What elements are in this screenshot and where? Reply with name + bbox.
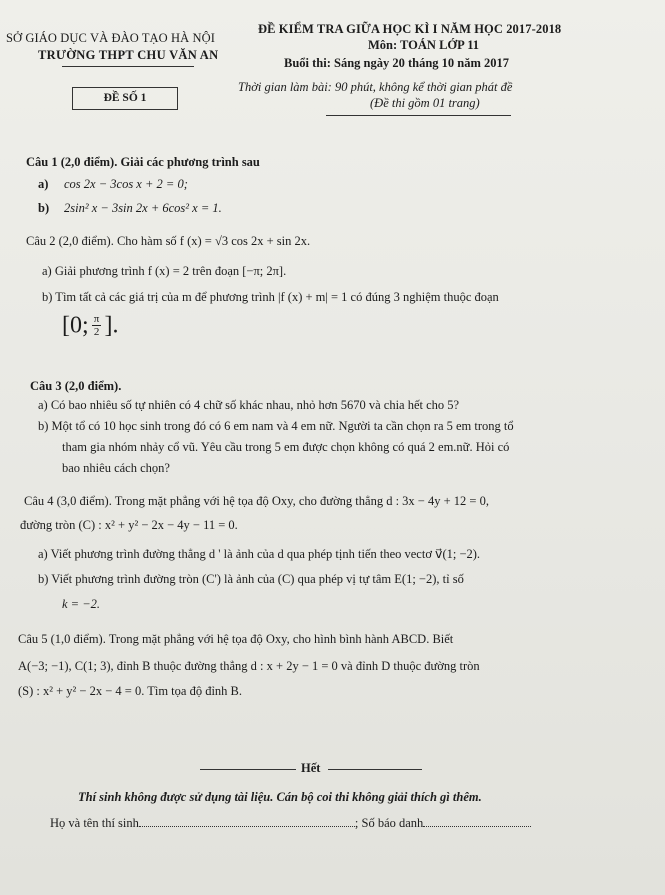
q4-line1: Câu 4 (3,0 điểm). Trong mặt phẳng với hệ tọa độ Oxy, cho đường thẳng d : 3x − 4y + 12 = 0, bbox=[24, 494, 489, 508]
school-name: TRƯỜNG THPT CHU VĂN AN bbox=[38, 48, 219, 62]
candidate-name-label: Họ và tên thí sinh bbox=[50, 816, 139, 830]
exam-code-box: ĐỀ SỐ 1 bbox=[72, 87, 178, 110]
q2-interval-right: ]. bbox=[104, 312, 119, 339]
exam-duration: Thời gian làm bài: 90 phút, không kể thời gian phát đề bbox=[238, 80, 513, 94]
q2-interval-left: [0; bbox=[62, 312, 89, 339]
q1-b-text: 2sin² x − 3sin 2x + 6cos² x = 1. bbox=[64, 201, 222, 215]
q2-interval-fraction bbox=[92, 313, 102, 338]
q5-line2: A(−3; −1), C(1; 3), đỉnh B thuộc đường thẳng d : x + 2y − 1 = 0 và đỉnh D thuộc đường tròn bbox=[18, 659, 480, 673]
q2-title: Câu 2 (2,0 điểm). Cho hàm số f (x) = √3 cos 2x + sin 2x. bbox=[26, 234, 311, 248]
q5-line3: (S) : x² + y² − 2x − 4 = 0. Tìm tọa độ đỉnh B. bbox=[18, 684, 243, 698]
footer-candidate-line bbox=[50, 816, 531, 831]
q5-line1: Câu 5 (1,0 điểm). Trong mặt phẳng với hệ tọa độ Oxy, cho hình bình hành ABCD. Biết bbox=[18, 632, 454, 646]
exam-pages: (Đề thi gồm 01 trang) bbox=[370, 96, 480, 110]
q1-a-text: cos 2x − 3cos x + 2 = 0; bbox=[64, 177, 188, 191]
header-left-rule bbox=[62, 66, 194, 67]
q2-frac-numerator: π bbox=[93, 313, 100, 325]
q3-b-line1: b) Một tổ có 10 học sinh trong đó có 6 em nam và 4 em nữ. Người ta cần chọn ra 5 em trong tổ bbox=[38, 419, 514, 433]
q3-b-line2: tham gia nhóm nhảy cổ vũ. Yêu cầu trong 5 em được chọn không có quá 2 em.nữ. Hỏi có bbox=[62, 440, 510, 454]
exam-session: Buổi thi: Sáng ngày 20 tháng 10 năm 2017 bbox=[284, 56, 510, 70]
q2-b-text: b) Tìm tất cả các giá trị của m để phương trình |f (x) + m| = 1 có đúng 3 nghiệm thuộc đoạn bbox=[42, 290, 499, 304]
q1-a-label: a) bbox=[38, 177, 49, 191]
header-right-rule bbox=[326, 115, 511, 116]
q2-a-text: a) Giải phương trình f (x) = 2 trên đoạn [−π; 2π]. bbox=[42, 264, 287, 278]
exam-subject: Môn: TOÁN LỚP 11 bbox=[368, 38, 480, 52]
end-mark: Hết bbox=[301, 761, 321, 775]
footer-note: Thí sinh không được sử dụng tài liệu. Cán bộ coi thi không giải thích gì thêm. bbox=[78, 790, 482, 804]
end-rule-left bbox=[200, 769, 296, 770]
q4-a-text: a) Viết phương trình đường thẳng d ' là ảnh của d qua phép tịnh tiến theo vectơ v⃗(1; −2). bbox=[38, 547, 481, 561]
q4-b-text: b) Viết phương trình đường tròn (C') là ảnh của (C) qua phép vị tự tâm E(1; −2), tỉ số bbox=[38, 572, 464, 586]
exam-title: ĐỀ KIỂM TRA GIỮA HỌC KÌ I NĂM HỌC 2017-2018 bbox=[258, 22, 562, 36]
q2-interval bbox=[62, 313, 118, 338]
candidate-id-label: ; Số báo danh bbox=[354, 816, 424, 830]
q3-title: Câu 3 (2,0 điểm). bbox=[30, 379, 122, 393]
q4-line2: đường tròn (C) : x² + y² − 2x − 4y − 11 = 0. bbox=[20, 518, 238, 532]
q2-frac-denominator: 2 bbox=[93, 326, 100, 338]
q1-b-label: b) bbox=[38, 201, 50, 215]
department-name: SỞ GIÁO DỤC VÀ ĐÀO TẠO HÀ NỘI bbox=[6, 31, 216, 45]
q3-b-line3: bao nhiêu cách chọn? bbox=[62, 461, 170, 475]
candidate-id-blank bbox=[423, 826, 531, 827]
candidate-name-blank bbox=[139, 826, 355, 827]
end-rule-right bbox=[328, 769, 422, 770]
q3-a-text: a) Có bao nhiêu số tự nhiên có 4 chữ số khác nhau, nhỏ hơn 5670 và chia hết cho 5? bbox=[38, 398, 460, 412]
q4-b-line2: k = −2. bbox=[62, 597, 101, 611]
q1-title: Câu 1 (2,0 điểm). Giải các phương trình sau bbox=[26, 155, 260, 169]
